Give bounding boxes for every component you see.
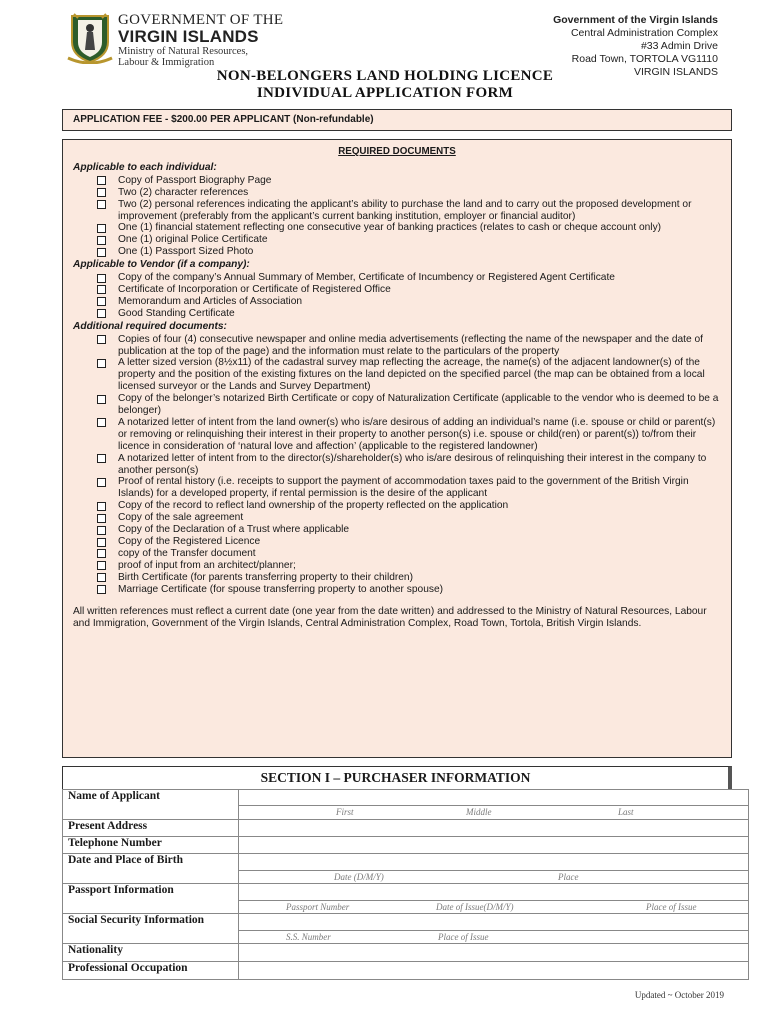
present-address-label: Present Address (63, 820, 239, 837)
document-checkbox[interactable] (97, 454, 106, 463)
present-address-field[interactable] (239, 820, 749, 837)
first-name-hint: First (336, 807, 354, 817)
document-checklist-item (73, 199, 721, 223)
required-documents-box (62, 139, 732, 758)
document-item-text: Copy of the company’s Annual Summary of Member, Certificate of Incumbency or Registered Agent Certificate (118, 272, 615, 284)
document-checklist-item (73, 272, 721, 284)
applicant-name-hints (239, 806, 749, 820)
document-checklist-item (73, 334, 721, 358)
document-item-text: A notarized letter of intent from to the director(s)/shareholder(s) who is/are desirous of relinquishing their interest in the company to another person(s) (118, 452, 707, 476)
ministry-line2: Labour & Immigration (118, 57, 215, 68)
document-item-text: A notarized letter of intent from the land owner(s) who is/are desirous of adding an individual’s name (i.e. spouse or child or parent(s) or removing or relinquishing their interest in their property to another person(s) i.e. spouse or child(ren) or parent(s)) to/from their licence in consideration of ‘natural love and affection’ (applicable to the registered landowner) (118, 416, 716, 452)
individual-document-list (73, 175, 721, 258)
document-checkbox[interactable] (97, 395, 106, 404)
document-checklist-item (73, 234, 721, 246)
document-checklist-item (73, 296, 721, 308)
document-checkbox[interactable] (97, 526, 106, 535)
document-checkbox[interactable] (97, 236, 106, 245)
document-checkbox[interactable] (97, 274, 106, 283)
org-name-line1: GOVERNMENT OF THE (118, 12, 284, 28)
document-item-text: Two (2) character references (118, 186, 249, 198)
document-item-text: proof of input from an architect/planner; (118, 559, 296, 571)
birth-date-hint: Date (D/M/Y) (334, 872, 384, 882)
individual-heading: Applicable to each individual: (73, 161, 217, 173)
address-line2: Central Administration Complex (570, 27, 718, 39)
document-checklist-item (73, 548, 721, 560)
document-checklist-item (73, 500, 721, 512)
document-checkbox[interactable] (97, 549, 106, 558)
date-place-of-birth-field[interactable] (239, 854, 749, 871)
document-checkbox[interactable] (97, 200, 106, 209)
telephone-number-label: Telephone Number (63, 837, 239, 854)
form-title-line2: INDIVIDUAL APPLICATION FORM (256, 85, 514, 101)
application-fee-notice: APPLICATION FEE - $200.00 PER APPLICANT (Non-refundable) (62, 109, 732, 131)
document-checkbox[interactable] (97, 224, 106, 233)
document-checkbox[interactable] (97, 573, 106, 582)
document-item-text: Memorandum and Articles of Association (118, 295, 303, 307)
document-checklist-item (73, 417, 721, 453)
professional-occupation-field[interactable] (239, 962, 749, 980)
references-note: All written references must reflect a current date (one year from the date written) and addressed to the Ministry of Natural Resources, Labour and Immigration, Government of the Virgin Islands, Central Administration Complex, Road Town, Tortola, British Virgin Islands. (73, 605, 707, 629)
document-checklist-item (73, 584, 721, 596)
document-checklist-item (73, 524, 721, 536)
document-checklist-item (73, 308, 721, 320)
document-item-text: Certificate of Incorporation or Certificate of Registered Office (118, 283, 391, 295)
document-checklist-item (73, 572, 721, 584)
vendor-heading: Applicable to Vendor (if a company): (73, 259, 250, 271)
document-checkbox[interactable] (97, 418, 106, 427)
document-checkbox[interactable] (97, 335, 106, 344)
document-checklist-item (73, 560, 721, 572)
document-checkbox[interactable] (97, 248, 106, 257)
document-checklist-item (73, 357, 721, 393)
middle-name-hint: Middle (466, 807, 492, 817)
document-checkbox[interactable] (97, 297, 106, 306)
document-checkbox[interactable] (97, 502, 106, 511)
document-checklist-item (73, 175, 721, 187)
document-checklist-item (73, 393, 721, 417)
document-checklist-item (73, 476, 721, 500)
document-item-text: Good Standing Certificate (118, 307, 235, 319)
document-item-text: Copy of the record to reflect land ownership of the property reflected on the application (118, 500, 509, 512)
coat-of-arms-icon (66, 12, 114, 64)
document-checklist-item (73, 453, 721, 477)
professional-occupation-label: Professional Occupation (63, 962, 239, 980)
social-security-hints (239, 931, 749, 944)
document-checkbox[interactable] (97, 359, 106, 368)
document-item-text: Copy of Passport Biography Page (118, 174, 272, 186)
document-item-text: Marriage Certificate (for spouse transferring property to another spouse) (118, 583, 444, 595)
document-item-text: Copy of the Declaration of a Trust where applicable (118, 524, 350, 536)
document-checklist-item (73, 222, 721, 234)
name-of-applicant-label: Name of Applicant (63, 790, 239, 820)
document-item-text: Copies of four (4) consecutive newspaper and online media advertisements (reflecting the name of the newspaper and the date of publication at the top of the page) and the information must relate to the particulars of the property (118, 333, 703, 357)
required-documents-heading: REQUIRED DOCUMENTS (338, 146, 456, 157)
ss-place-of-issue-hint: Place of Issue (438, 932, 489, 942)
document-item-text: copy of the Transfer document (118, 547, 256, 559)
section1-heading: SECTION I – PURCHASER INFORMATION (62, 766, 732, 790)
document-checklist-item (73, 536, 721, 548)
form-title (140, 68, 630, 102)
document-checkbox[interactable] (97, 585, 106, 594)
birth-place-hint: Place (558, 872, 579, 882)
form-title-line1: NON-BELONGERS LAND HOLDING LICENCE (216, 68, 554, 84)
birth-hints (239, 871, 749, 884)
document-item-text: A letter sized version (8½x11) of the cadastral survey map reflecting the acreage, the name(s) of the adjacent landowner(s) of the property and the position of the existing fixtures on the land depicted on the specified parcel (the map can be obtained from a local licensed surveyor or the Lands and Survey Department) (118, 357, 705, 393)
document-checklist-item (73, 512, 721, 524)
document-item-text: One (1) original Police Certificate (118, 234, 268, 246)
document-checkbox[interactable] (97, 309, 106, 318)
social-security-field[interactable] (239, 914, 749, 931)
organization-name (118, 12, 283, 68)
social-security-information-label: Social Security Information (63, 914, 239, 944)
document-item-text: Copy of the belonger’s notarized Birth Certificate or copy of Naturalization Certificate (applicable to the vendor who is deemed to be a belonger) (118, 393, 719, 417)
purchaser-information-table (62, 789, 749, 980)
document-item-text: Proof of rental history (i.e. receipts to support the payment of accommodation taxes paid to the government of the British Virgin Islands) for a developed property, if rental permission is the desire of the applicant (118, 476, 689, 500)
last-name-hint: Last (618, 807, 634, 817)
address-line4: Road Town, TORTOLA VG1110 (571, 53, 718, 65)
passport-place-of-issue-hint: Place of Issue (646, 902, 697, 912)
document-checkbox[interactable] (97, 561, 106, 570)
passport-hints (239, 901, 749, 914)
nationality-field[interactable] (239, 944, 749, 962)
ss-number-hint: S.S. Number (286, 932, 331, 942)
vendor-document-list (73, 272, 721, 320)
document-checklist-item (73, 246, 721, 258)
document-checkbox[interactable] (97, 188, 106, 197)
document-item-text: Two (2) personal references indicating the applicant’s ability to purchase the land and to carry out the proposed development or improvement (preferably from the applicant’s current banking institution, employer or financial auditor) (118, 198, 692, 222)
document-checkbox[interactable] (97, 478, 106, 487)
document-checkbox[interactable] (97, 176, 106, 185)
document-checklist-item (73, 284, 721, 296)
document-item-text: One (1) Passport Sized Photo (118, 246, 254, 258)
document-item-text: One (1) financial statement reflecting one consecutive year of banking practices (relates to cash or cheque account only) (118, 222, 662, 234)
document-checkbox[interactable] (97, 285, 106, 294)
document-item-text: Copy of the Registered Licence (118, 536, 261, 547)
document-checkbox[interactable] (97, 538, 106, 547)
date-place-of-birth-label: Date and Place of Birth (63, 854, 239, 884)
document-item-text: Birth Certificate (for parents transferring property to their children) (118, 571, 413, 583)
passport-date-of-issue-hint: Date of Issue(D/M/Y) (436, 902, 514, 912)
passport-number-hint: Passport Number (286, 902, 350, 912)
passport-information-field[interactable] (239, 884, 749, 901)
telephone-number-field[interactable] (239, 837, 749, 854)
passport-information-label: Passport Information (63, 884, 239, 914)
applicant-name-field[interactable] (239, 790, 749, 806)
address-line5: VIRGIN ISLANDS (633, 66, 718, 78)
revision-date: Updated ~ October 2019 (634, 990, 724, 1000)
additional-heading: Additional required documents: (73, 320, 227, 332)
address-line1: Government of the Virgin Islands (553, 14, 718, 26)
nationality-label: Nationality (63, 944, 239, 962)
document-checkbox[interactable] (97, 514, 106, 523)
document-item-text: Copy of the sale agreement (118, 512, 244, 524)
address-line3: #33 Admin Drive (640, 40, 718, 52)
document-checklist-item (73, 187, 721, 199)
org-name-line2: VIRGIN ISLANDS (118, 27, 259, 46)
ministry-line1: Ministry of Natural Resources, (118, 46, 249, 57)
additional-document-list (73, 334, 721, 596)
